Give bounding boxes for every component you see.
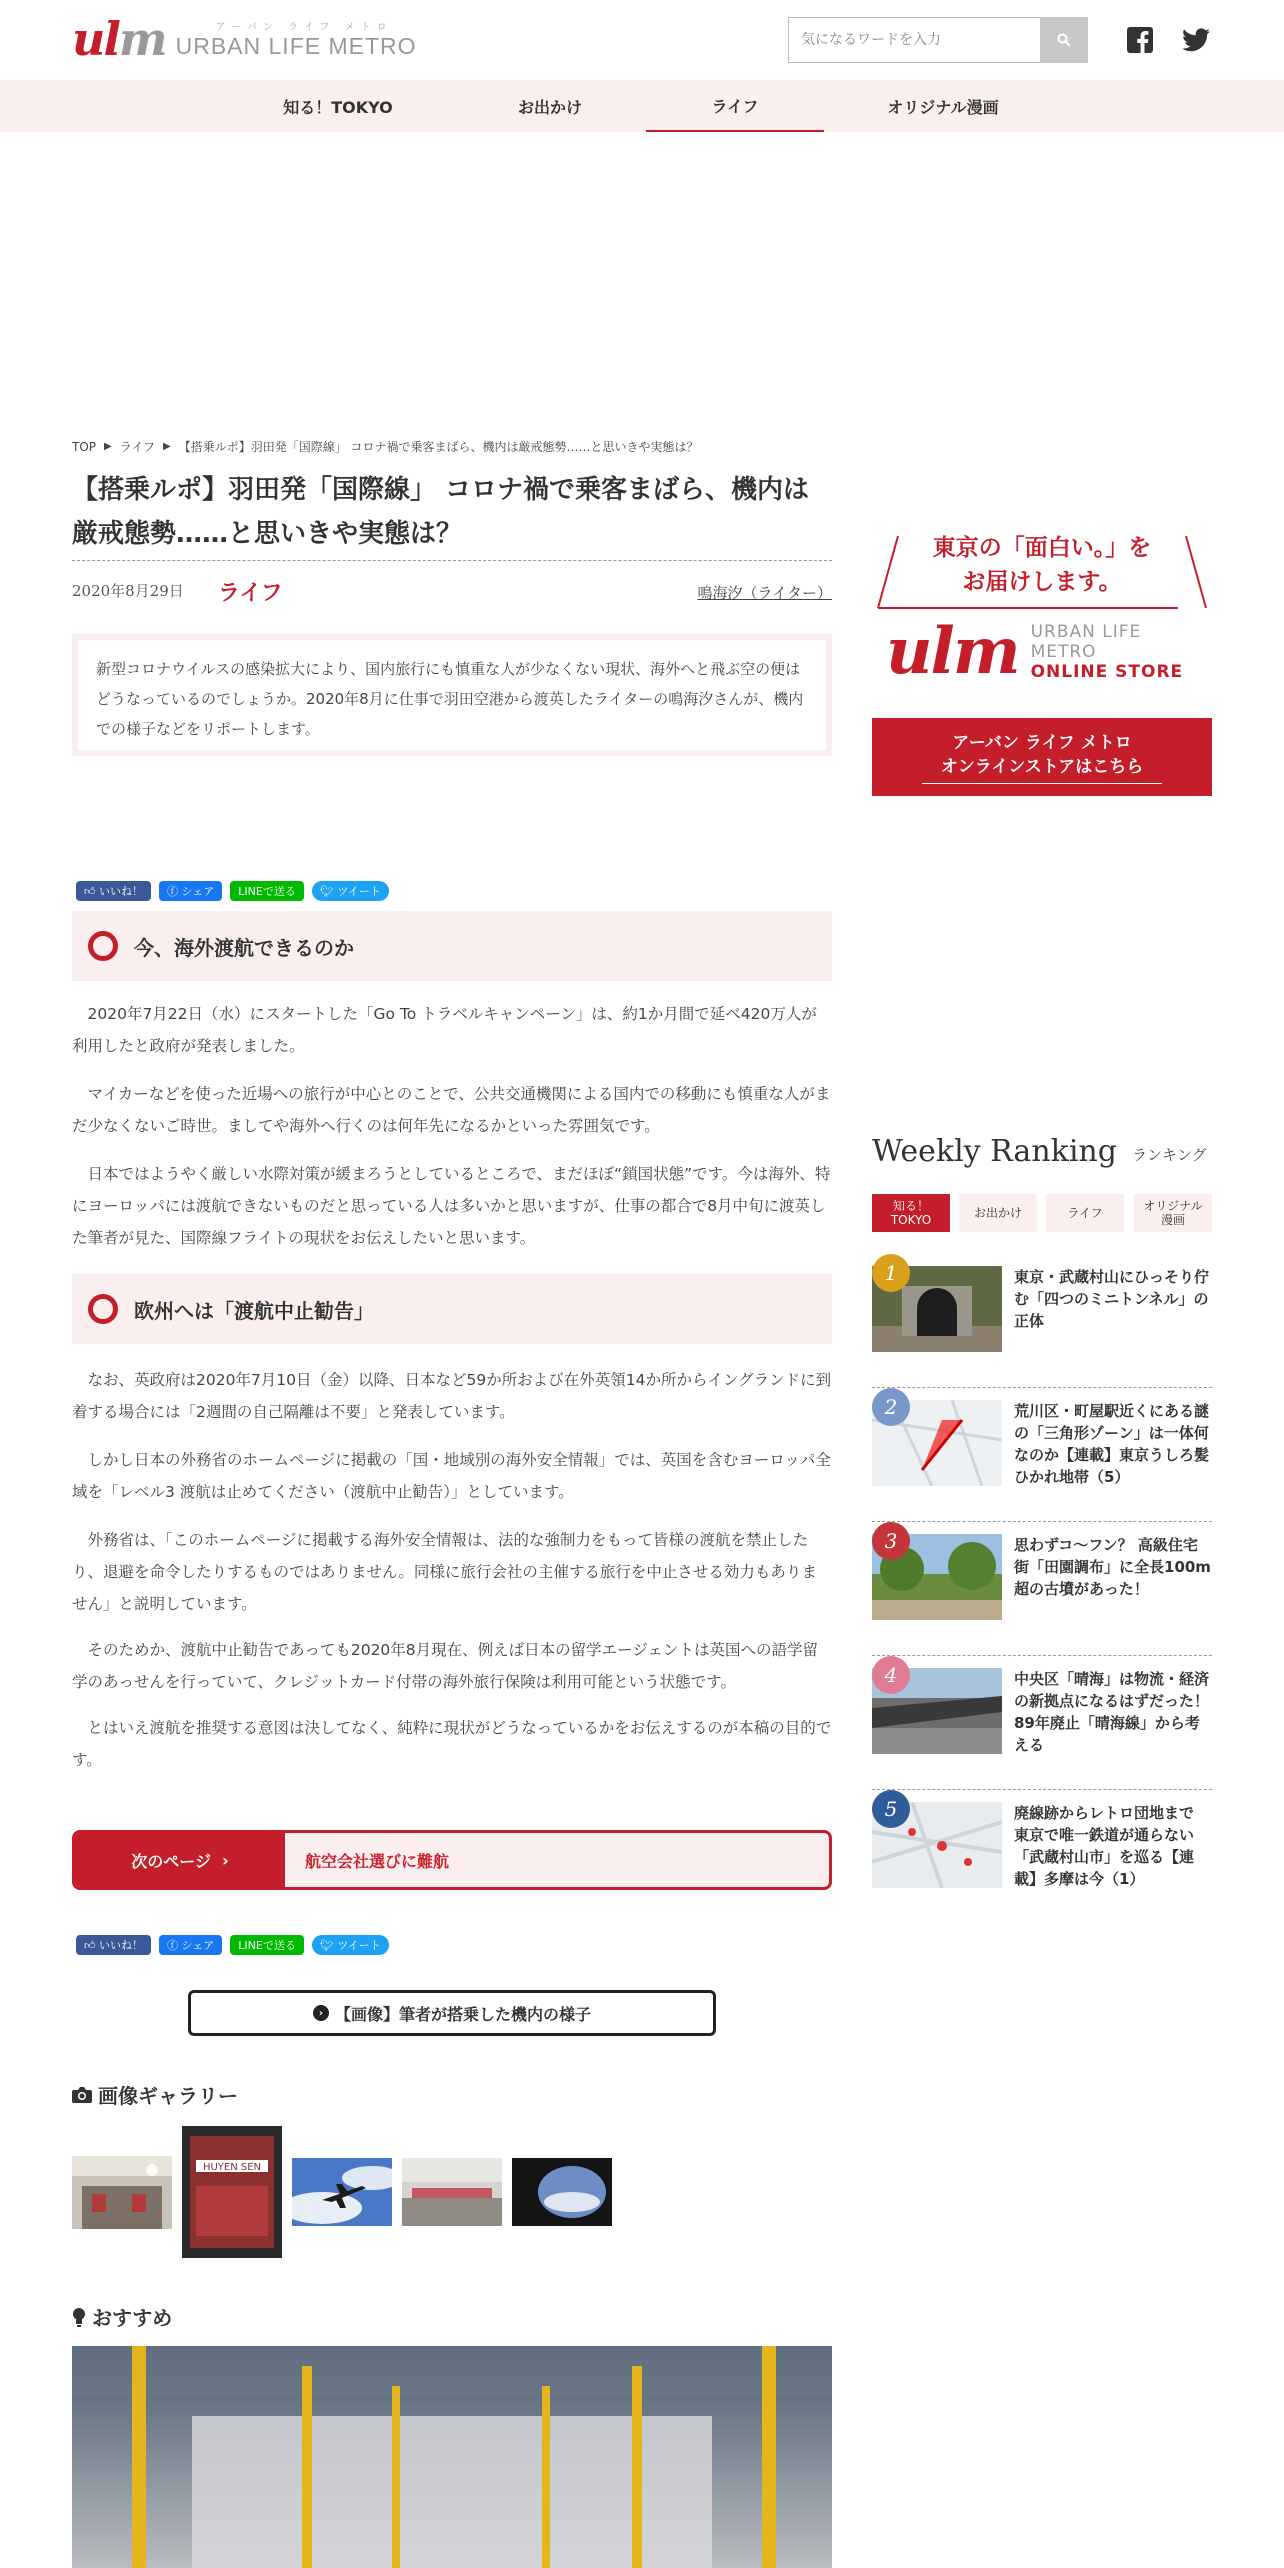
ranking-title-text: 廃線跡からレトロ団地まで 東京で唯一鉄道が通らない「武蔵村山市」を巡る【連載】多摩は今（1） — [1014, 1804, 1210, 1888]
article-author[interactable]: 鳴海汐（ライター） — [697, 584, 832, 602]
promo-btn-line-2: オンラインストアはこちら — [940, 756, 1144, 777]
breadcrumb — [72, 438, 699, 455]
ranking-item[interactable] — [872, 1790, 1212, 1924]
chevron-right-icon: ▶ — [163, 441, 171, 452]
rank-badge: 3 — [872, 1522, 910, 1560]
site-header — [0, 0, 1284, 80]
promo-logo — [886, 614, 1212, 689]
line-share-button[interactable]: LINEで送る — [230, 881, 304, 901]
rank-badge: 4 — [872, 1656, 910, 1694]
next-page-button[interactable] — [72, 1830, 832, 1890]
recommend-image[interactable] — [72, 2346, 832, 2568]
nav-item-odekake[interactable]: お出かけ — [517, 97, 582, 117]
tweet-button[interactable]: 🐦︎ ツイート — [312, 881, 389, 901]
paragraph: マイカーなどを使った近場への旅行が中心とのことで、公共交通機関による国内での移動にも慎重な人がまだ少なくないご時世。ましてや海外へ行くのは何年先になるかといった雰囲気です。 — [72, 1085, 831, 1135]
paragraph: なお、英政府は2020年7月10日（金）以降、日本など59か所および在外英領14か所からイングランドに到着する場合には「2週間の自己隔離は不要」と発表しています。 — [72, 1371, 832, 1421]
thumbs-up-icon: 👍︎ — [84, 884, 99, 898]
logo-sub: アーバン ライフ メトロ — [215, 22, 393, 33]
ranking-tab-life[interactable]: ライフ — [1046, 1194, 1124, 1232]
article-category[interactable]: ライフ — [218, 581, 283, 606]
thumbs-up-icon: 👍︎ — [84, 1938, 99, 1952]
circle-icon — [88, 1294, 118, 1324]
promo-line-1: 東京の「面白い。」を — [932, 535, 1152, 561]
search-box — [788, 17, 1088, 63]
arrow-right-icon — [922, 783, 1162, 784]
gallery-thumbnail[interactable] — [182, 2126, 282, 2258]
article-date: 2020年8月29日 — [72, 582, 184, 600]
nav-item-shiru-tokyo[interactable]: 知る！TOKYO — [283, 97, 393, 117]
nav-item-manga[interactable]: オリジナル漫画 — [887, 97, 999, 117]
chevron-right-icon: › — [210, 1850, 229, 1870]
breadcrumb-current: 【搭乗ルポ】羽田発「国際線」 コロナ禍で乗客まばら、機内は厳戒態勢……と思いきや実態は？ — [178, 440, 699, 454]
rank-badge: 5 — [872, 1790, 910, 1828]
ranking-tab-shiru-tokyo[interactable]: 知る！ TOKYO — [872, 1194, 950, 1232]
lightbulb-icon — [72, 2307, 86, 2327]
paragraph: そのためか、渡航中止勧告であっても2020年8月現在、例えば日本の留学エージェントは英国への語学留学のあっせんを行っていて、クレジットカード付帯の海外旅行保険は利用可能という状態です。 — [72, 1641, 819, 1691]
facebook-icon: ⓕ — [167, 885, 182, 898]
ranking-subtitle: ランキング — [1132, 1146, 1207, 1164]
facebook-icon[interactable] — [1126, 26, 1154, 54]
paragraph: しかし日本の外務省のホームページに掲載の「国・地域別の海外安全情報」では、英国を含むヨーロッパ全域を「レベル3 渡航は止めてください（渡航中止勧告）」としています。 — [72, 1451, 831, 1501]
recommend-heading: おすすめ — [72, 2302, 172, 2331]
svg-text:HUYEN SEN: HUYEN SEN — [202, 2162, 262, 2173]
promo-logo-a: URBAN LIFE METRO — [1030, 622, 1142, 662]
promo-line-2: お届けします。 — [962, 569, 1122, 595]
next-page-label: 次のページ — [131, 1851, 211, 1871]
search-input[interactable] — [788, 17, 1040, 63]
nav-item-life[interactable]: ライフ — [646, 80, 824, 132]
circle-icon — [88, 931, 118, 961]
article-title: 【搭乗ルポ】羽田発「国際線」 コロナ禍で乗客まばら、機内は厳戒態勢……と思いきや実態は？ — [72, 475, 810, 549]
divider — [72, 560, 832, 561]
gallery-thumbnail[interactable] — [402, 2158, 502, 2226]
ranking-item[interactable] — [872, 1656, 1212, 1790]
article-lead: 新型コロナウイルスの感染拡大により、国内旅行にも慎重な人が少なくない現状、海外へと飛ぶ空の便はどうなっているのでしょうか。2020年8月に仕事で羽田空港から渡英したライターの鳴海汐さんが、機内での様子などをリポートします。 — [72, 634, 832, 756]
share-buttons-bottom — [76, 1935, 389, 1955]
promo-btn-line-1: アーバン ライフ メトロ — [952, 732, 1132, 753]
gallery-thumbnail[interactable] — [512, 2158, 612, 2226]
logo-main: URBAN LIFE METRO — [175, 33, 417, 59]
twitter-icon[interactable] — [1182, 26, 1210, 54]
rank-badge: 2 — [872, 1388, 910, 1426]
ranking-item[interactable] — [872, 1254, 1212, 1388]
ranking-tab-odekake[interactable]: お出かけ — [959, 1194, 1037, 1232]
tweet-button[interactable]: 🐦︎ ツイート — [312, 1935, 389, 1955]
gallery-thumbnail[interactable] — [72, 2156, 172, 2229]
twitter-icon: 🐦︎ — [319, 1938, 338, 1952]
paragraph: 外務省は、「このホームページに掲載する海外安全情報は、法的な強制力をもって皆様の渡航を禁止したり、退避を命令したりするものではありません。同様に旅行会社の主催する旅行を中止させる効力もありません」と説明しています。 — [72, 1531, 817, 1613]
rank-badge: 1 — [872, 1254, 910, 1292]
section-heading: 欧州へは「渡航中止勧告」 — [72, 1274, 832, 1344]
ranking-item[interactable] — [872, 1388, 1212, 1522]
facebook-share-button[interactable]: ⓕ シェア — [159, 1935, 222, 1955]
paragraph: 日本ではようやく厳しい水際対策が緩まろうとしているところで、まだほぼ“鎖国状態”です。今は海外、特にヨーロッパには渡航できないものだと思っている人は多いかと思いますが、仕事の都合で8月中旬に渡英した筆者が見た、国際線フライトの現状をお伝えしたいと思います。 — [72, 1165, 831, 1247]
facebook-like-button[interactable]: 👍︎ いいね！ — [76, 1935, 151, 1955]
gallery-thumbnail[interactable] — [292, 2158, 392, 2226]
next-page-title: 航空会社選びに難航 — [305, 1851, 450, 1871]
breadcrumb-top[interactable]: TOP — [72, 439, 97, 454]
facebook-share-button[interactable]: ⓕ シェア — [159, 881, 222, 901]
ranking-title: Weekly Ranking — [872, 1134, 1117, 1169]
line-share-button[interactable]: LINEで送る — [230, 1935, 304, 1955]
promo-logo-b: ONLINE STORE — [1030, 662, 1184, 682]
online-store-promo — [872, 520, 1212, 800]
facebook-like-button[interactable]: 👍︎ いいね！ — [76, 881, 151, 901]
logo-mark: ulm — [886, 614, 1019, 689]
gallery-heading: 画像ギャラリー — [72, 2080, 238, 2109]
ranking-tab-manga[interactable]: オリジナル 漫画 — [1134, 1194, 1212, 1232]
site-logo[interactable] — [72, 14, 417, 64]
search-button[interactable] — [1040, 17, 1088, 63]
online-store-button[interactable] — [872, 718, 1212, 796]
main-nav — [0, 80, 1284, 132]
search-icon — [1057, 33, 1071, 47]
ranking-item[interactable] — [872, 1522, 1212, 1656]
section-heading: 今、海外渡航できるのか — [72, 911, 832, 981]
logo-mark: ulm — [72, 12, 166, 66]
ranking-title-text: 荒川区・町屋駅近くにある謎の「三角形ゾーン」は一体何なのか【連載】東京うしろ髪ひかれ地帯（5） — [1014, 1402, 1210, 1486]
paragraph: とはいえ渡航を推奨する意図は決してなく、純粋に現状がどうなっているかをお伝えするのが本稿の目的です。 — [72, 1719, 832, 1769]
ranking-title-text: 中央区「晴海」は物流・経済の新拠点になるはずだった！ 89年廃止「晴海線」から考える — [1014, 1670, 1210, 1754]
share-buttons-top — [76, 881, 389, 901]
camera-icon — [72, 2087, 92, 2103]
ranking-title-text: 思わずコ～フン？ 高級住宅街「田園調布」に全長100m超の古墳があった！ — [1014, 1536, 1211, 1598]
facebook-icon: ⓕ — [167, 1939, 182, 1952]
paragraph: 2020年7月22日（水）にスタートした「Go To トラベルキャンペーン」は、約1か月間で延べ420万人が利用したと政府が発表しました。 — [72, 1005, 817, 1055]
chevron-right-icon: ▶ — [104, 441, 112, 452]
twitter-icon: 🐦︎ — [319, 884, 338, 898]
breadcrumb-category[interactable]: ライフ — [119, 440, 155, 454]
chevron-right-icon: › — [313, 2005, 329, 2021]
image-gallery-link[interactable]: › 【画像】筆者が搭乗した機内の様子 — [188, 1990, 716, 2036]
ranking-title-text: 東京・武蔵村山にひっそり佇む「四つのミニトンネル」の正体 — [1014, 1268, 1210, 1330]
